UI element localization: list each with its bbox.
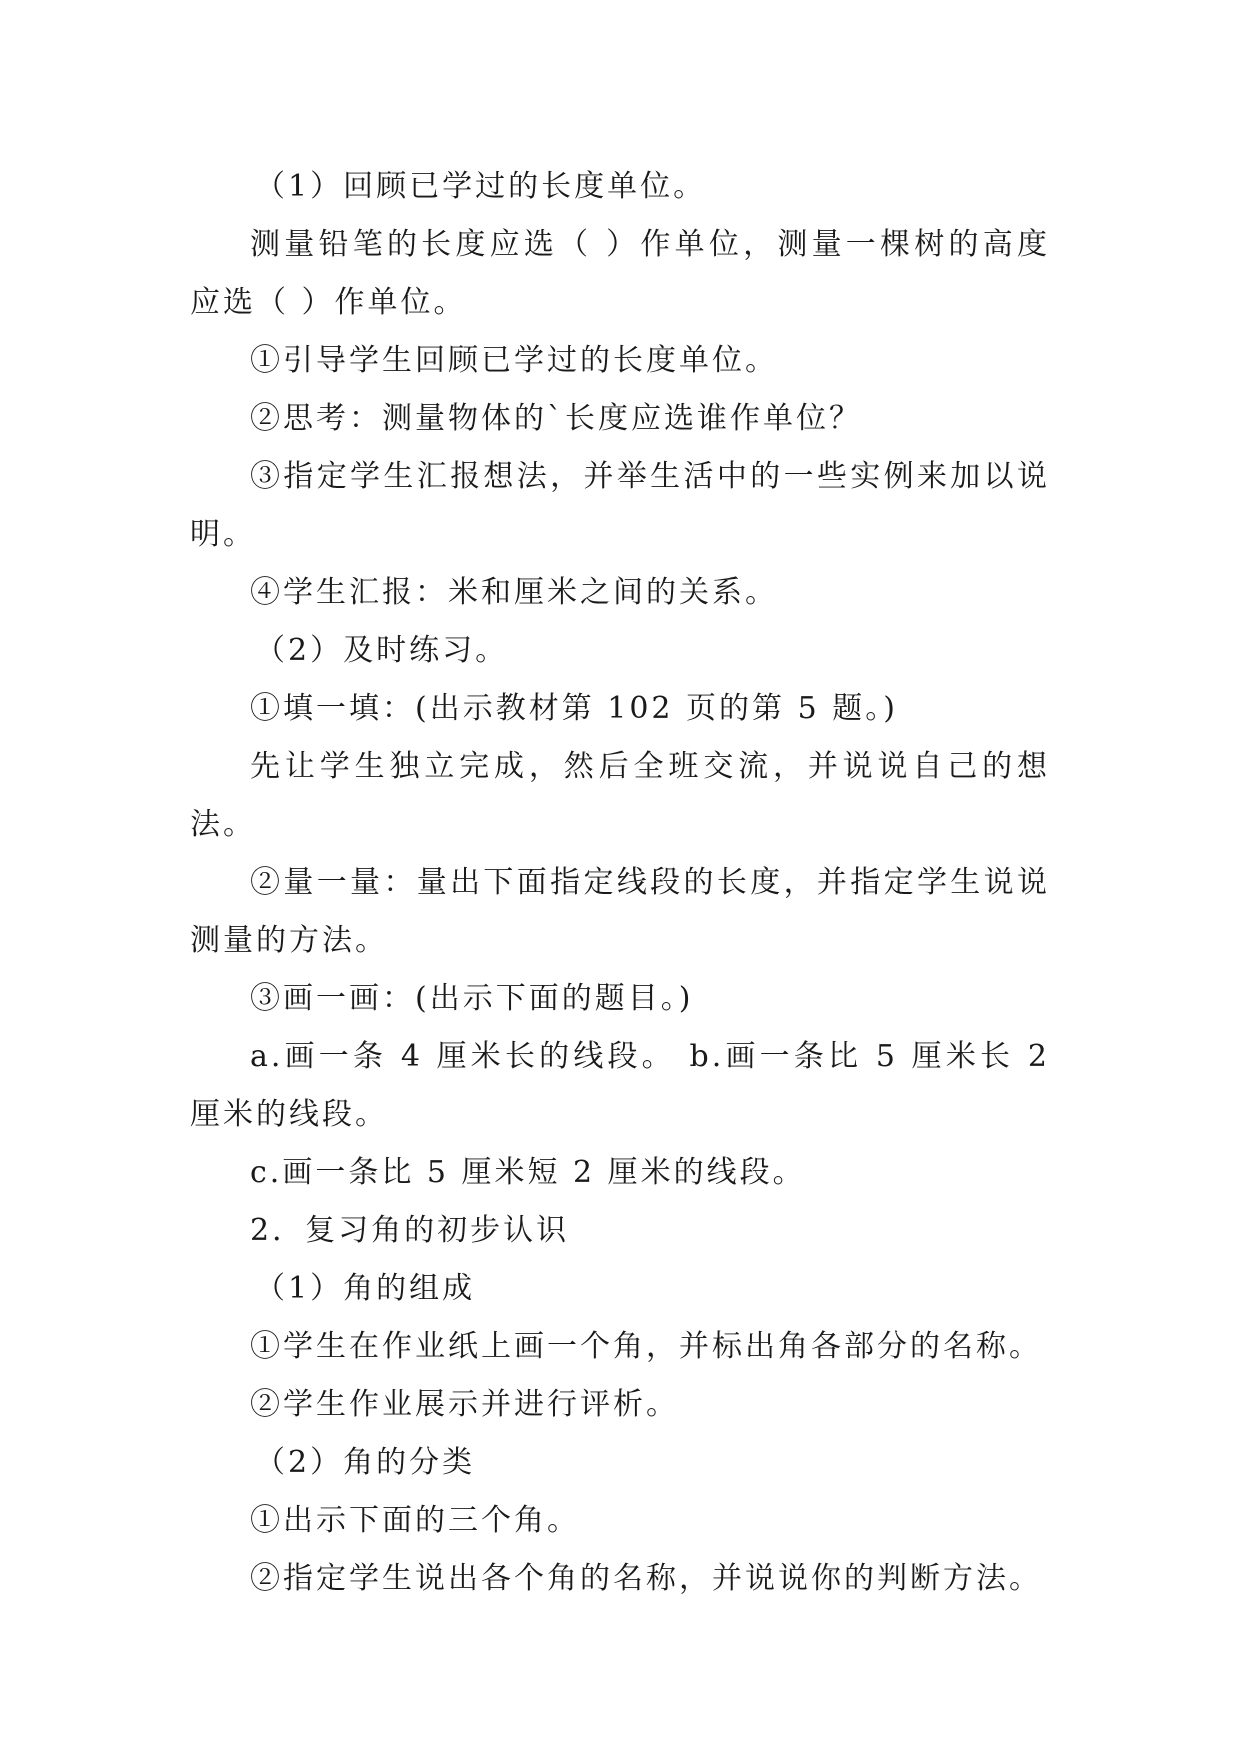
paragraph-draw-c: c.画一条比 5 厘米短 2 厘米的线段。 (250, 1155, 806, 1190)
paragraph-name-angles: ②指定学生说出各个角的名称，并说说你的判断方法。 (250, 1561, 1042, 1596)
paragraph-angle-classification: （2）角的分类 (255, 1445, 476, 1480)
paragraph-practice-heading: （2）及时练习。 (255, 633, 509, 668)
paragraph-angle-review: ②学生作业展示并进行评析。 (250, 1387, 679, 1422)
paragraph-step-4: ④学生汇报：米和厘米之间的关系。 (250, 575, 778, 610)
paragraph-independent-work: 先让学生独立完成，然后全班交流，并说说自己的想法。 (190, 749, 1050, 842)
paragraph-fill-in: ①填一填：(出示教材第 102 页的第 5 题。) (250, 691, 898, 726)
paragraph-angle-composition: （1）角的组成 (255, 1271, 476, 1306)
paragraph-step-1: ①引导学生回顾已学过的长度单位。 (250, 343, 778, 378)
paragraph-step-3: ③指定学生汇报想法，并举生活中的一些实例来加以说明。 (190, 459, 1050, 552)
paragraph-draw-a-b: a.画一条 4 厘米长的线段。 b.画一条比 5 厘米长 2 厘米的线段。 (190, 1039, 1050, 1132)
paragraph-draw: ③画一画：(出示下面的题目。) (250, 981, 694, 1016)
paragraph-measure: ②量一量：量出下面指定线段的长度，并指定学生说说测量的方法。 (190, 865, 1050, 958)
paragraph-step-2: ②思考：测量物体的`长度应选谁作单位？ (250, 401, 862, 436)
paragraph-fill-blank-question: 测量铅笔的长度应选（ ）作单位，测量一棵树的高度应选（ ）作单位。 (190, 227, 1050, 320)
document-body (190, 158, 1050, 1608)
paragraph-angle-draw: ①学生在作业纸上画一个角，并标出角各部分的名称。 (250, 1329, 1042, 1364)
paragraph-review-length-units: （1）回顾已学过的长度单位。 (255, 169, 707, 204)
paragraph-show-three-angles: ①出示下面的三个角。 (250, 1503, 580, 1538)
paragraph-angle-section-heading: 2．复习角的初步认识 (250, 1213, 570, 1248)
